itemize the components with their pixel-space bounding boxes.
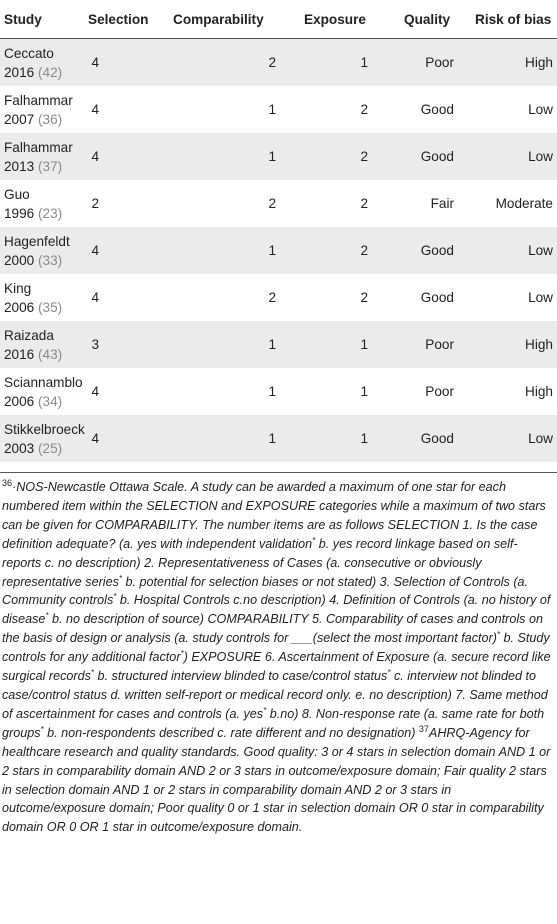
exposure-cell: 2	[360, 196, 368, 211]
table-row	[0, 86, 557, 133]
table-body	[0, 39, 557, 463]
comparability-cell: 1	[268, 337, 276, 352]
study-year: 2016	[4, 346, 35, 362]
quality-cell: Good	[420, 243, 454, 258]
study-reference: (34)	[38, 393, 63, 409]
study-year: 1996	[4, 205, 35, 221]
table-row	[0, 415, 557, 462]
quality-cell: Good	[420, 290, 454, 305]
selection-cell: 4	[91, 384, 99, 399]
study-name: Falhammar	[4, 92, 73, 108]
selection-cell: 4	[91, 243, 99, 258]
risk-of-bias-cell: Low	[528, 290, 553, 305]
study-reference: (43)	[38, 346, 63, 362]
table-row	[0, 227, 557, 274]
study-name: Guo	[4, 186, 30, 202]
risk-of-bias-cell: Low	[528, 102, 553, 117]
study-name: Stikkelbroeck	[4, 421, 85, 437]
table-row	[0, 39, 557, 87]
study-cell	[0, 274, 84, 321]
study-name: Ceccato	[4, 45, 54, 61]
comparability-cell: 1	[268, 384, 276, 399]
exposure-cell: 1	[360, 384, 368, 399]
study-year: 2003	[4, 440, 35, 456]
comparability-cell: 2	[268, 290, 276, 305]
study-cell	[0, 180, 84, 227]
comparability-cell: 2	[268, 196, 276, 211]
table-row	[0, 368, 557, 415]
footnote-text: b. Study controls for any additional factor	[2, 631, 550, 665]
study-year: 2006	[4, 393, 35, 409]
study-reference: (42)	[38, 64, 63, 80]
study-cell	[0, 321, 84, 368]
selection-cell: 2	[91, 196, 99, 211]
risk-of-bias-cell: Moderate	[495, 196, 553, 211]
footnote-number: 36	[2, 477, 13, 488]
study-year: 2013	[4, 158, 35, 174]
table-row	[0, 133, 557, 180]
study-cell	[0, 227, 84, 274]
footnote-star: *	[387, 667, 391, 677]
exposure-cell: 1	[360, 431, 368, 446]
risk-of-bias-cell: Low	[528, 149, 553, 164]
table-row	[0, 321, 557, 368]
footnote-number: 37	[418, 723, 429, 734]
risk-of-bias-cell: High	[525, 337, 553, 352]
comparability-cell: 1	[268, 243, 276, 258]
header-exposure: Exposure	[292, 0, 384, 39]
footnote-text: b. structured interview blinded to case/control status	[94, 669, 388, 684]
exposure-cell: 2	[360, 290, 368, 305]
footnote-text: ·NOS-Newcastle Ottawa Scale. A study can be awarded a maximum of one star for each numbered item within the SELECTION and EXPOSURE categories while a maximum of two stars can be given for COMPARABILITY. The number items are as follows SELECTION 1. Is the case definition adequate? (a. yes with independent validation	[2, 480, 546, 551]
footnote-star: *	[90, 667, 95, 677]
table-header	[0, 0, 557, 39]
study-name: Sciannamblo	[4, 374, 83, 390]
footnote-star: *	[45, 611, 49, 621]
comparability-cell: 2	[268, 55, 276, 70]
study-name: Raizada	[4, 327, 54, 343]
quality-cell: Good	[420, 102, 454, 117]
study-cell	[0, 368, 84, 415]
header-comparability: Comparability	[159, 0, 292, 39]
quality-cell: Good	[420, 431, 454, 446]
footnote-text: b.no) 8. Non-response rate (a. same rate for both groups	[2, 706, 545, 740]
footnote-text: b. potential for selection biases or not stated) 3. Selection of Controls (a. Community controls	[2, 574, 529, 608]
study-year: 2006	[4, 299, 35, 315]
study-cell	[0, 415, 84, 462]
exposure-cell: 2	[360, 149, 368, 164]
exposure-cell: 2	[360, 243, 368, 258]
table-row	[0, 274, 557, 321]
study-reference: (37)	[38, 158, 63, 174]
footnote-star: *	[118, 573, 123, 583]
study-reference: (23)	[38, 205, 63, 221]
selection-cell: 4	[91, 102, 99, 117]
study-name: King	[4, 280, 32, 296]
study-cell	[0, 39, 84, 87]
quality-cell: Fair	[430, 196, 454, 211]
quality-cell: Poor	[425, 55, 454, 70]
study-reference: (25)	[38, 440, 63, 456]
study-year: 2007	[4, 111, 35, 127]
footnote-text: AHRQ-Agency for healthcare research and quality standards. Good quality: 3 or 4 stars in selection domain AND 1 or 2 stars in comparability domain AND 2 or 3 stars in outcome/exposure domain; Fair quality 2 stars in selection domain AND 1 or 2 stars in comparability domain AND 2 or 3 stars in outcome/exposure domain; Poor quality 0 or 1 star in selection domain OR 0 star in comparability domain OR 0 OR 1 star in outcome/exposure domain.	[2, 725, 551, 835]
study-reference: (36)	[38, 111, 63, 127]
exposure-cell: 1	[360, 55, 368, 70]
quality-cell: Poor	[425, 337, 454, 352]
table-row	[0, 180, 557, 227]
comparability-cell: 1	[268, 431, 276, 446]
study-year: 2000	[4, 252, 35, 268]
footnote-star: *	[113, 592, 117, 602]
exposure-cell: 2	[360, 102, 368, 117]
study-year: 2016	[4, 64, 35, 80]
risk-of-bias-cell: Low	[528, 431, 553, 446]
risk-of-bias-cell: Low	[528, 243, 553, 258]
footnote-star: *	[180, 648, 184, 658]
selection-cell: 3	[91, 337, 99, 352]
footnote-star: *	[263, 705, 267, 715]
study-name: Hagenfeldt	[4, 233, 70, 249]
quality-cell: Good	[420, 149, 454, 164]
comparability-cell: 1	[268, 149, 276, 164]
selection-cell: 4	[91, 431, 99, 446]
exposure-cell: 1	[360, 337, 368, 352]
quality-cell: Poor	[425, 384, 454, 399]
table-footnote	[0, 473, 557, 837]
footnote-star: *	[496, 630, 501, 640]
header-study: Study	[0, 0, 84, 39]
header-quality: Quality	[384, 0, 467, 39]
footnote-text: ) EXPOSURE 6. Ascertainment of Exposure (a. secure record like surgical records	[2, 650, 551, 684]
footnote-star: *	[40, 724, 44, 734]
study-reference: (35)	[38, 299, 63, 315]
study-reference: (33)	[38, 252, 63, 268]
header-risk-of-bias: Risk of bias	[467, 0, 557, 39]
selection-cell: 4	[91, 55, 99, 70]
footnote-star: *	[312, 535, 316, 545]
footnote-text: b. non-respondents described c. rate different and no designation)	[43, 725, 419, 740]
risk-of-bias-cell: High	[525, 55, 553, 70]
comparability-cell: 1	[268, 102, 276, 117]
footnote-text: b. no description of source) COMPARABILITY 5. Comparability of cases and controls on the basis of design or analysis (a. study controls for ___(select the most important factor)	[2, 612, 543, 646]
study-cell	[0, 133, 84, 180]
selection-cell: 4	[91, 290, 99, 305]
header-selection: Selection	[84, 0, 159, 39]
footnote-text: b. Hospital Controls c.no description) 4. Definition of Controls (a. no history of disease	[2, 593, 551, 627]
footnote-text: c. interview not blinded to case/control status d. written self-report or medical record only. e. no description) 7. Same method of ascertainment for cases and controls (a. yes	[2, 669, 548, 721]
footnote-text: b. yes record linkage based on self-reports c. no description) 2. Representativeness of Cases (a. consecutive or obviously representative series	[2, 536, 518, 589]
risk-of-bias-cell: High	[525, 384, 553, 399]
study-name: Falhammar	[4, 139, 73, 155]
selection-cell: 4	[91, 149, 99, 164]
study-cell	[0, 86, 84, 133]
